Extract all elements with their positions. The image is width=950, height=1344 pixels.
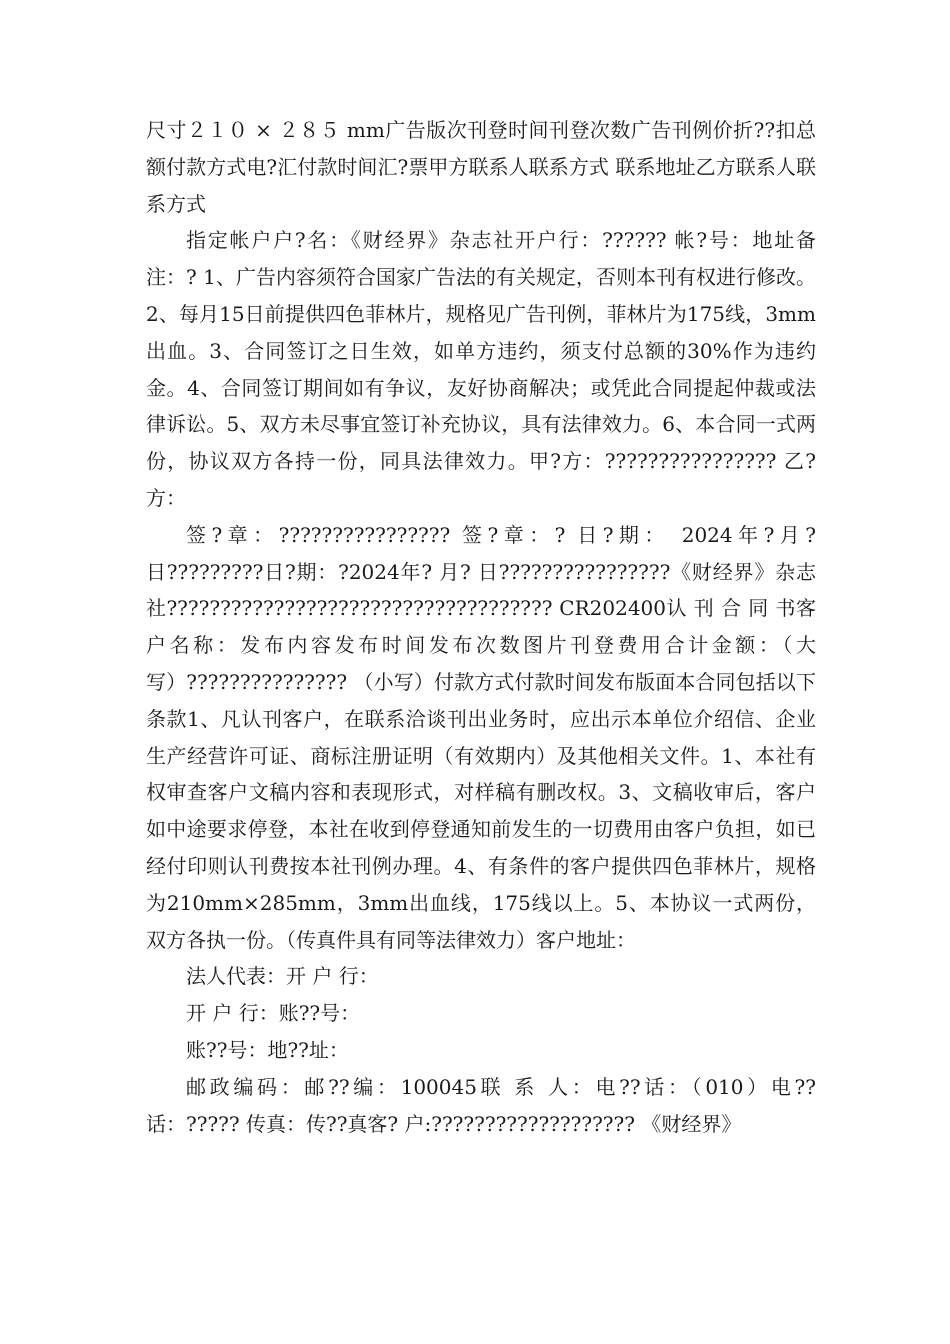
postal-contact-paragraph: 邮政编码：邮??编：100045联 系 人：电??话：（010）电??话：????? 传真：传??真客? 户:??????????????????? 《财经界》 <box>146 1074 816 1136</box>
bank-line: 开 户 行：账??号： <box>186 1001 361 1026</box>
legal-representative-line: 法人代表：开 户 行： <box>186 964 379 989</box>
contract-body-paragraph: 签?章：???????????????? 签?章：? 日?期： 2024年?月?日?????????日?期：?2024年? 月? 日????????????????《财经界》杂志社???????????????????????????????????? CR202400认 刊 合 同 书客户名称：发布内容发布时间发布次数图片刊登费用合计金额：（大写）??????????????? （小写）付款方式付款时间发布版面本合同包括以下条款1、凡认刊客户，在联系洽谈刊出业务时，应出示本单位介绍信、企业生产经营许可证、商标注册证明（有效期内）及其他相关文件。1、本社有权审查客户文稿内容和表现形式，对样稿有删改权。3、文稿收审后，客户如中途要求停登，本社在收到停登通知前发生的一切费用由客户负担，如已经付印则认刊费按本社刊例办理。4、有条件的客户提供四色菲林片，规格为210mm×285mm，3mm出血线，175线以上。5、本协议一式两份，双方各执一份。（传真件具有同等法律效力）客户地址： <box>146 522 816 952</box>
document-page <box>146 112 823 1142</box>
account-terms-paragraph: 指定帐户户?名：《财经界》杂志社开户行：?????? 帐?号：地址备注：? 1、广告内容须符合国家广告法的有关规定，否则本刊有权进行修改。2、每月15日前提供四色菲林片，规格见广告刊例，菲林片为175线，3mm出血。3、合同签订之日生效，如单方违约，须支付总额的30%作为违约金。4、合同签订期间如有争议，友好协商解决；或凭此合同提起仲裁或法律诉讼。5、双方未尽事宜签订补充协议，具有法律效力。6、本合同一式两份，协议双方各持一份，同具法律效力。甲?方：???????????????? 乙?方： <box>146 228 816 510</box>
account-number-line: 账??号：地??址： <box>186 1037 349 1062</box>
ad-size-paragraph: 尺寸２１０ × ２８５ mm广告版次刊登时间刊登次数广告刊例价折??扣总 额付款方式电?汇付款时间汇?票甲方联系人联系方式 联系地址乙方联系人联系方式 <box>146 118 823 216</box>
